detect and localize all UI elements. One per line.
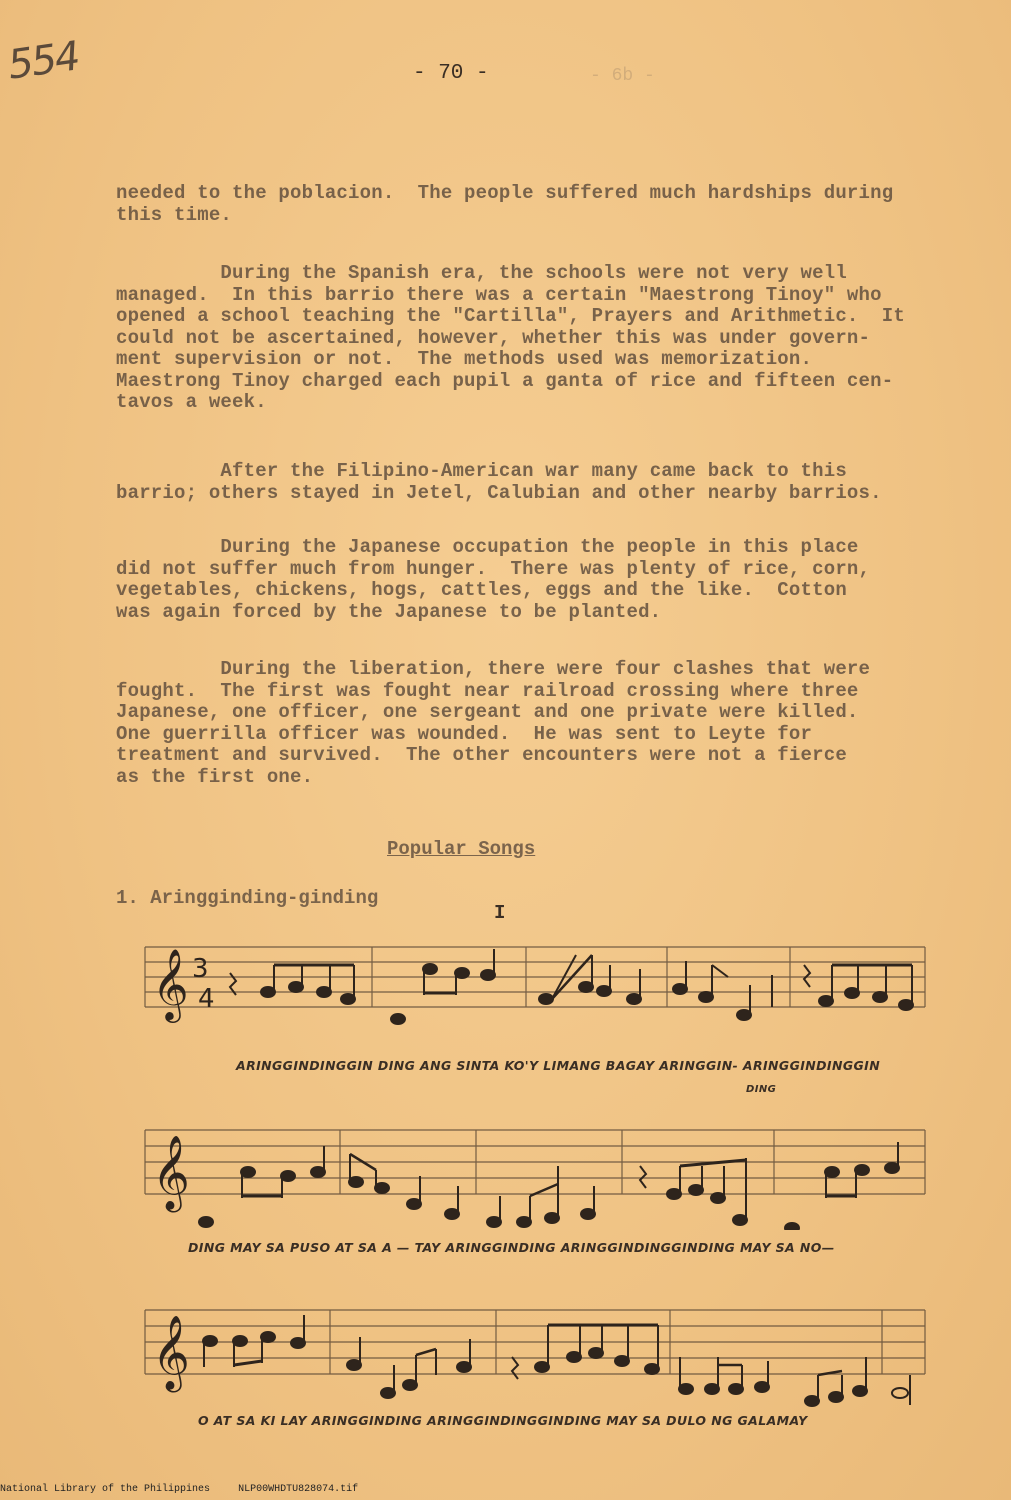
footer-file-id: NLP00WHDTU828074.tif	[238, 1484, 359, 1495]
treble-clef-icon: 𝄞	[152, 1316, 190, 1390]
footer-institution: National Library of the Philippines	[0, 1484, 211, 1495]
paragraph-hardships: needed to the poblacion. The people suffered much hardships during this time.	[116, 182, 894, 226]
paragraph-japanese-occupation: During the Japanese occupation the people in this place did not suffer much from hunger. There was plenty of rice, corn, vegetables, chickens, hogs, cattles, eggs and the like. Cotton was again forced by the Japanese to be planted.	[116, 536, 871, 623]
time-signature-top: 3	[192, 954, 209, 984]
handwritten-reference-number: 554	[5, 33, 82, 89]
section-heading: Popular Songs	[387, 838, 536, 860]
treble-clef-icon: 𝄞	[152, 1136, 190, 1210]
music-staff-1	[140, 935, 930, 1050]
lyrics-line-2: DING MAY SA PUSO AT SA A — TAY ARINGGINDING ARINGGINDINGGINDING MAY SA NO—	[188, 1240, 835, 1255]
lyrics-line-3: O AT SA KI LAY ARINGGINDING ARINGGINDINGGINDING MAY SA DULO NG GALAMAY	[198, 1413, 808, 1428]
time-signature-bottom: 4	[198, 984, 215, 1014]
music-staff-2	[140, 1110, 930, 1235]
song-title: 1. Aringginding-ginding	[116, 887, 379, 909]
page-number: - 70 -	[413, 62, 489, 85]
paragraph-spanish-era: During the Spanish era, the schools were not very well managed. In this barrio there was a certain "Maestrong Tinoy" who opened a school teaching the "Cartilla", Prayers and Arithmetic. It could not be ascertained, however, whether this was under govern- ment supervision or not. The methods used was memorization. Maestrong Tinoy charged each pupil a ganta of rice and fifteen cen- tavos a week.	[116, 262, 905, 413]
paragraph-filipino-american-war: After the Filipino-American war many came back to this barrio; others stayed in Jetel, Calubian and other nearby barrios.	[116, 460, 882, 504]
song-part-marker: I	[494, 902, 506, 924]
treble-clef-icon: 𝄞	[152, 947, 189, 1020]
paragraph-liberation: During the liberation, there were four clashes that were fought. The first was fought near railroad crossing where three Japanese, one officer, one sergeant and one private were killed. One guerrilla officer was wounded. He was sent to Leyte for treatment and survived. The other encounters were not a fierce as the first one.	[116, 658, 871, 788]
archive-footer	[0, 1484, 380, 1495]
lyrics-line-1-continuation: DING	[746, 1084, 777, 1095]
faded-page-number: - 6b -	[590, 66, 655, 86]
music-staff-3	[140, 1295, 930, 1415]
lyrics-line-1: ARINGGINDINGGIN DING ANG SINTA KO'Y LIMANG BAGAY ARINGGIN- ARINGGINDINGGIN	[236, 1058, 881, 1073]
